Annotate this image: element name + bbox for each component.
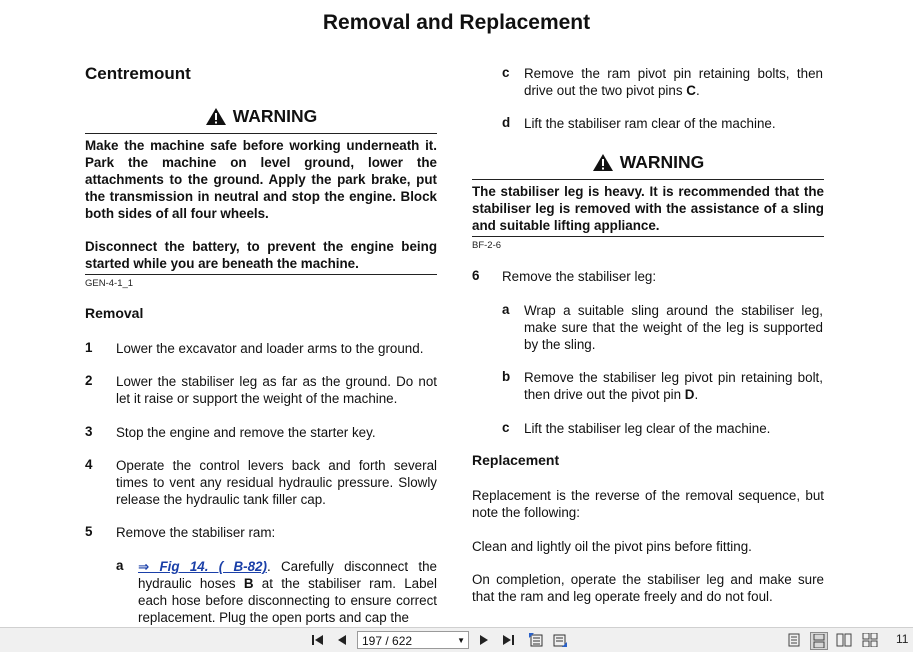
step-text: Remove the stabiliser ram: [116, 525, 276, 540]
step-text: Stop the engine and remove the starter key. [116, 425, 376, 440]
warning-triangle-icon [205, 107, 227, 126]
warning-heading [85, 106, 437, 127]
section-title: Centremount [85, 64, 191, 83]
step-number: 6 [472, 268, 480, 283]
table-of-contents-icon [528, 632, 544, 648]
next-page-button[interactable] [476, 632, 492, 648]
viewer-toolbar [0, 627, 913, 652]
step-text: Lower the stabiliser leg as far as the ground. Do not let it raise or support the weight of the machine. [116, 374, 437, 406]
step-number: 2 [85, 373, 93, 388]
step-number: 5 [85, 524, 93, 539]
substep-text-part: . [695, 83, 700, 98]
next-page-icon [478, 634, 490, 646]
go-back-button[interactable] [528, 632, 544, 648]
warning-code: BF-2-6 [472, 240, 502, 251]
hose-label: B [243, 576, 254, 591]
warning-code: GEN-4-1_1 [85, 278, 134, 289]
warning-top-rule [472, 179, 824, 180]
warning-heading [472, 152, 824, 173]
page-number-value: 197 / 622 [362, 634, 413, 648]
substep-letter: a [502, 302, 510, 317]
page-number-select[interactable] [357, 631, 469, 649]
substep-text: Wrap a suitable sling around the stabiliser leg, make sure that the weight of the leg is supported by the sling. [524, 303, 823, 352]
step-number: 3 [85, 424, 93, 439]
single-page-view-button[interactable] [786, 632, 802, 648]
warning-text: Make the machine safe before working underneath it. Park the machine on level ground, lower the attachments to the ground. Apply the park brake, put the transmission in neutral and stop the engine. Block both sides of all four wheels. [85, 138, 437, 221]
step-number: 4 [85, 457, 93, 472]
previous-page-button[interactable] [334, 632, 350, 648]
substep-text-part: at the stabiliser ram. Label each hose before disconnecting to ensure correct replacement. Plug the open ports and cap the [138, 576, 437, 625]
warning-title: WARNING [232, 106, 318, 126]
step-text: Operate the control levers back and forth several times to vent any residual hydraulic pressure. Slowly release the hydraulic tank filler cap. [116, 458, 437, 507]
first-page-button[interactable] [310, 632, 326, 648]
removal-heading: Removal [85, 305, 144, 321]
substep-text-part: Remove the ram pivot pin retaining bolts, then drive out the two pivot pins [524, 66, 823, 98]
substep-letter: c [502, 420, 510, 435]
substep-letter: c [502, 65, 510, 80]
page-title: Removal and Replacement [322, 11, 591, 34]
substep-text-part: . [694, 387, 699, 402]
substep-text: Lift the stabiliser ram clear of the machine. [524, 116, 776, 131]
warning-bottom-rule [85, 274, 437, 275]
replacement-text: Replacement is the reverse of the removal sequence, but note the following: [472, 488, 824, 520]
two-page-continuous-icon [862, 633, 878, 647]
dropdown-arrow-icon: ▼ [457, 636, 465, 645]
substep-text-part: Remove the stabiliser leg pivot pin retaining bolt, then drive out the pivot pin [524, 370, 823, 402]
replacement-text: On completion, operate the stabiliser leg and make sure that the ram and leg operate freely and do not foul. [472, 572, 824, 604]
step-text: Remove the stabiliser leg: [502, 269, 657, 284]
substep-letter: d [502, 115, 511, 130]
last-page-icon [501, 634, 515, 646]
substep-text: Lift the stabiliser leg clear of the machine. [524, 421, 771, 436]
warning-top-rule [85, 133, 437, 134]
substep-text [524, 65, 823, 99]
pin-label: C [686, 83, 696, 98]
warning-text: The stabiliser leg is heavy. It is recommended that the stabiliser leg is removed with the assistance of a sling and suitable lifting appliance. [472, 184, 824, 233]
substep-letter: b [502, 369, 511, 384]
replacement-heading: Replacement [472, 452, 560, 468]
substep-letter: a [116, 558, 124, 573]
substep-text-part: . Carefully disconnect the hydraulic hoses [138, 559, 437, 591]
last-page-button[interactable] [500, 632, 516, 648]
replacement-text: Clean and lightly oil the pivot pins before fitting. [472, 539, 752, 554]
warning-bottom-rule [472, 236, 824, 237]
continuous-page-icon [813, 634, 825, 648]
previous-page-icon [336, 634, 348, 646]
continuous-page-view-button[interactable] [810, 632, 828, 650]
substep-text [138, 558, 437, 626]
zoom-level[interactable]: 11 [896, 632, 909, 646]
step-text: Lower the excavator and loader arms to the ground. [116, 341, 424, 356]
go-forward-button[interactable] [552, 632, 568, 648]
two-page-continuous-button[interactable] [862, 632, 878, 648]
warning-triangle-icon [592, 153, 614, 172]
substep-text [524, 369, 823, 403]
two-page-icon [836, 633, 852, 647]
step-number: 1 [85, 340, 93, 355]
figure-link[interactable]: ⇒ Fig 14. ( B-82) [138, 559, 267, 574]
single-page-icon [788, 633, 800, 647]
first-page-icon [311, 634, 325, 646]
pin-label: D [684, 387, 695, 402]
warning-title: WARNING [619, 152, 705, 172]
two-page-view-button[interactable] [836, 632, 852, 648]
page-view-icon [552, 632, 568, 648]
warning-text-battery: Disconnect the battery, to prevent the engine being started while you are beneath the machine. [85, 239, 437, 271]
